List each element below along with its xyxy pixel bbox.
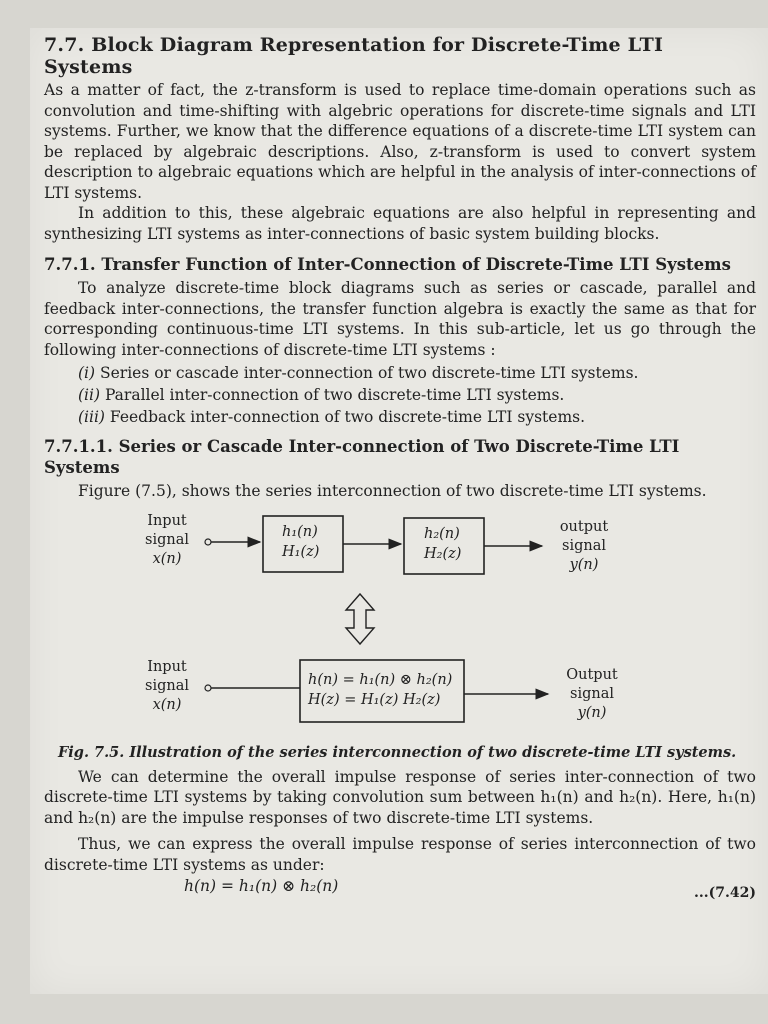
series-block-diagram [44, 508, 756, 740]
list-item: (i) Series or cascade inter-connection of two discrete-time LTI systems. [78, 364, 639, 382]
bottom-input-label: Input signal x(n) [145, 658, 189, 713]
subsection-title: 7.7.1. Transfer Function of Inter-Connection of Discrete-Time LTI Systems [44, 255, 731, 274]
figure-caption: Fig. 7.5. Illustration of the series interconnection of two discrete-time LTI systems. [58, 743, 737, 761]
book-page [30, 28, 768, 994]
subsubsection-title: 7.7.1.1. Series or Cascade Inter-connection of Two Discrete-Time LTI Systems [44, 437, 680, 477]
section-paragraph-2: In addition to this, these algebraic equations are also helpful in representing and synthesizing LTI systems as inter-connections of basic system building blocks. [44, 204, 756, 243]
equation: h(n) = h₁(n) ⊗ h₂(n) [184, 877, 339, 895]
input-terminal-bottom [205, 685, 211, 691]
list-item: (iii) Feedback inter-connection of two discrete-time LTI systems. [78, 408, 586, 426]
top-output-label: output signal y(n) [559, 518, 609, 573]
block-h2-text: h₂(n) H₂(z) [424, 525, 462, 562]
after-paragraph-2: Thus, we can express the overall impulse response of series interconnection of two discrete-time LTI systems as under: [44, 835, 756, 874]
equivalence-double-arrow [346, 594, 374, 644]
block-combined-text: h(n) = h₁(n) ⊗ h₂(n) H(z) = H₁(z) H₂(z) [308, 671, 453, 708]
block-h1-text: h₁(n) H₁(z) [282, 523, 320, 560]
section-paragraph-1: As a matter of fact, the z-transform is used to replace time-domain operations such as convolution and time-shifting with algebric operations for discrete-time signals and LTI systems. Further, we know that the difference equations of a discrete-time LTI system can be replaced by algebraic descriptions. Also, z-transform is used to convert system description to algebraic equations which are helpful in the analysis of inter-connections of LTI systems. [44, 81, 756, 202]
interconnection-list [44, 362, 756, 428]
input-terminal [205, 539, 211, 545]
bottom-output-label: Output signal y(n) [566, 666, 618, 721]
list-item: (ii) Parallel inter-connection of two discrete-time LTI systems. [78, 386, 565, 404]
equation-line [44, 875, 756, 901]
subsubsection-paragraph: Figure (7.5), shows the series interconnection of two discrete-time LTI systems. [78, 482, 707, 500]
after-paragraph-1: We can determine the overall impulse response of series inter-connection of two discrete-time LTI systems by taking convolution sum between h₁(n) and h₂(n). Here, h₁(n) and h₂(n) are the impulse responses of two discrete-time LTI systems. [44, 767, 756, 827]
section-title: 7.7. Block Diagram Representation for Discrete-Time LTI Systems [44, 34, 664, 78]
equation-number: ...(7.42) [694, 885, 756, 901]
subsection-paragraph: To analyze discrete-time block diagrams such as series or cascade, parallel and feedback inter-connections, the transfer function algebra is exactly the same as that for corresponding continuous-time LTI systems. In this sub-article, let us go through the following inter-connections of discrete-time LTI systems : [44, 279, 756, 359]
page-content [44, 34, 756, 901]
top-input-label: Input signal x(n) [145, 512, 189, 567]
